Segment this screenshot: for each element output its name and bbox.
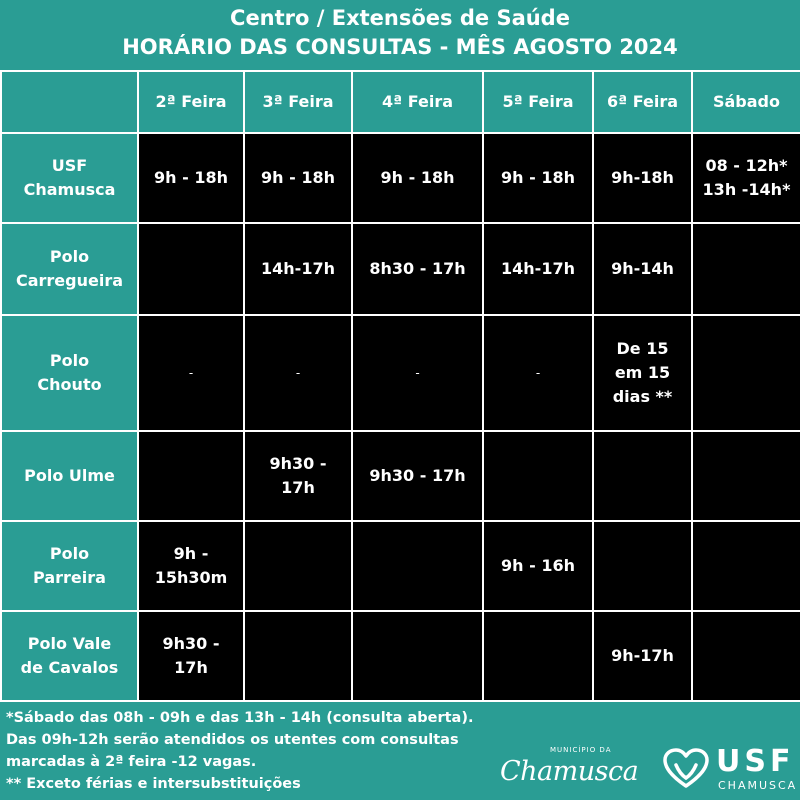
schedule-cell-text: 9h - 16h [501, 556, 575, 575]
footnotes [6, 707, 526, 795]
location-label-line: Carregueira [15, 271, 124, 290]
schedule-cell [244, 315, 352, 431]
location-label-line: Polo [49, 544, 90, 563]
schedule-cell [483, 133, 593, 223]
schedule-cell-text: 14h-17h [501, 259, 575, 278]
schedule-cell [138, 521, 244, 611]
schedule-cell [352, 431, 483, 521]
schedule-cell-text: 13h -14h* [702, 180, 791, 199]
footnote-line: Das 09h-12h serão atendidos os utentes com consultas [6, 732, 459, 748]
schedule-cell [593, 521, 692, 611]
location-label-line: Polo Vale [27, 634, 112, 653]
schedule-cell [483, 521, 593, 611]
schedule-cell-text: - [415, 366, 420, 380]
schedule-cell-text: 9h30 - [162, 634, 220, 653]
usf-logo: USF [716, 744, 795, 779]
schedule-table [0, 70, 800, 702]
footnote-line: ** Exceto férias e intersubstituições [6, 776, 301, 792]
schedule-cell [352, 611, 483, 701]
location-label [1, 521, 138, 611]
schedule-cell-text: 9h30 - 17h [369, 466, 466, 485]
schedule-cell [593, 133, 692, 223]
corner-cell [1, 71, 138, 133]
poster-title [0, 4, 800, 62]
location-label-line: Polo [49, 351, 90, 370]
schedule-row [1, 611, 800, 701]
schedule-cell [244, 521, 352, 611]
schedule-cell-text: - [535, 366, 541, 380]
schedule-row [1, 315, 800, 431]
schedule-row [1, 521, 800, 611]
schedule-cell [593, 223, 692, 315]
schedule-cell-text: 17h [174, 658, 208, 677]
schedule-cell [692, 431, 800, 521]
day-header: Sábado [692, 71, 800, 133]
schedule-cell [692, 223, 800, 315]
schedule-cell [244, 611, 352, 701]
schedule-cell [138, 223, 244, 315]
schedule-cell [138, 315, 244, 431]
schedule-cell-text: 9h30 - [269, 454, 327, 473]
schedule-cell [138, 133, 244, 223]
location-label-line: Polo Ulme [24, 466, 115, 485]
schedule-cell-text: 9h - 18h [380, 168, 455, 187]
schedule-row [1, 431, 800, 521]
schedule-cell [483, 611, 593, 701]
schedule-cell [483, 223, 593, 315]
schedule-cell-text: 14h-17h [261, 259, 335, 278]
schedule-cell [483, 315, 593, 431]
schedule-cell-text: 9h-14h [611, 259, 674, 278]
schedule-cell-text: 9h - [173, 544, 209, 563]
footnote-line: marcadas à 2ª feira -12 vagas. [6, 754, 257, 770]
schedule-cell [593, 315, 692, 431]
schedule-cell [138, 431, 244, 521]
location-label-line: Polo [49, 247, 90, 266]
location-label-line: USF [51, 156, 88, 175]
schedule-cell-text: 17h [281, 478, 315, 497]
location-label-line: Chouto [37, 375, 102, 394]
schedule-cell [244, 431, 352, 521]
logos [498, 738, 800, 796]
schedule-cell [244, 133, 352, 223]
schedule-cell [692, 521, 800, 611]
schedule-cell [483, 431, 593, 521]
schedule-cell [692, 315, 800, 431]
title-line-2: HORÁRIO DAS CONSULTAS - MÊS AGOSTO 2024 [122, 35, 678, 59]
location-label-line: Chamusca [23, 180, 116, 199]
schedule-cell-text: 8h30 - 17h [369, 259, 466, 278]
day-header: 4ª Feira [352, 71, 483, 133]
day-header: 6ª Feira [593, 71, 692, 133]
schedule-cell [352, 223, 483, 315]
schedule-cell-text: 9h - 18h [261, 168, 335, 187]
day-header: 5ª Feira [483, 71, 593, 133]
heart-icon [662, 748, 710, 790]
location-label [1, 315, 138, 431]
day-header: 2ª Feira [138, 71, 244, 133]
schedule-cell [352, 315, 483, 431]
municipio-logo: Chamusca [500, 756, 639, 787]
footnote-line: *Sábado das 08h - 09h e das 13h - 14h (consulta aberta). [6, 710, 474, 726]
schedule-cell [593, 431, 692, 521]
schedule-cell-text: 9h - 18h [154, 168, 228, 187]
title-line-1: Centro / Extensões de Saúde [230, 6, 570, 30]
schedule-cell-text: dias ** [612, 387, 673, 406]
schedule-cell-text: 08 - 12h* [705, 156, 788, 175]
schedule-cell [352, 521, 483, 611]
schedule-row [1, 223, 800, 315]
day-header: 3ª Feira [244, 71, 352, 133]
location-label [1, 133, 138, 223]
usf-logo-sub: CHAMUSCA [718, 779, 798, 792]
schedule-row [1, 133, 800, 223]
location-label-line: Parreira [33, 568, 106, 587]
schedule-cell [352, 133, 483, 223]
schedule-cell-text: 15h30m [154, 568, 228, 587]
schedule-cell-text: - [295, 366, 301, 380]
schedule-cell [692, 133, 800, 223]
location-label [1, 611, 138, 701]
schedule-cell-text: em 15 [614, 363, 671, 382]
schedule-cell [692, 611, 800, 701]
schedule-cell [138, 611, 244, 701]
schedule-cell [593, 611, 692, 701]
location-label [1, 223, 138, 315]
municipio-label: MUNICÍPIO DA [550, 746, 612, 754]
schedule-cell-text: 9h - 18h [501, 168, 575, 187]
schedule-cell-text: - [188, 366, 194, 380]
schedule-cell-text: 9h-18h [611, 168, 674, 187]
schedule-cell-text: De 15 [616, 339, 669, 358]
location-label [1, 431, 138, 521]
location-label-line: de Cavalos [20, 658, 119, 677]
schedule-cell [244, 223, 352, 315]
header-row [1, 71, 800, 133]
schedule-cell-text: 9h-17h [611, 646, 674, 665]
